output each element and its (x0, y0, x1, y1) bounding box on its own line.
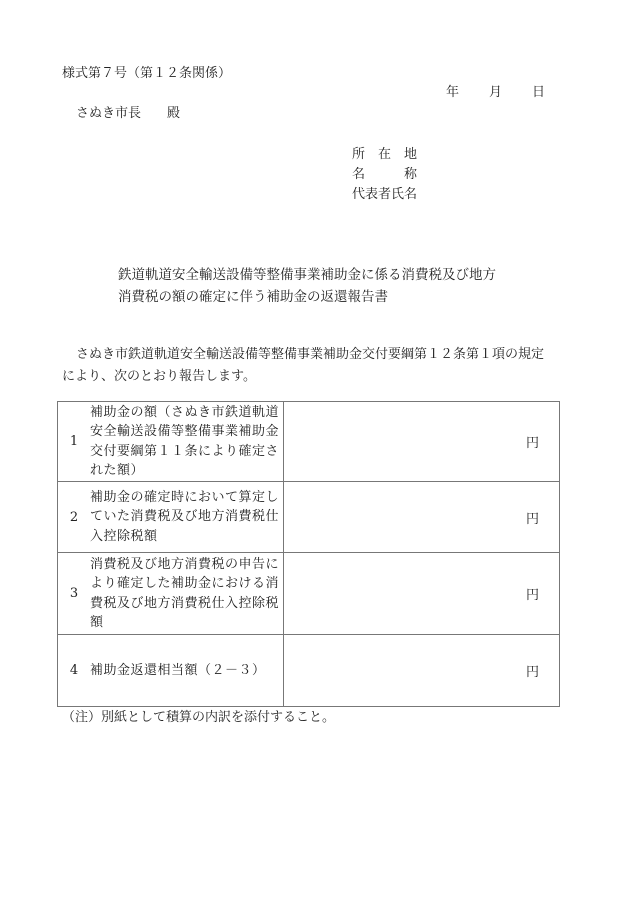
table-row (58, 553, 560, 635)
row-number: 4 (69, 663, 79, 678)
addressee-honorific: 殿 (167, 106, 181, 121)
table-row (58, 635, 560, 707)
note: （注）別紙として積算の内訳を添付すること。 (62, 710, 336, 725)
table-row (58, 482, 560, 553)
label-cell (58, 482, 284, 553)
date-line (446, 86, 545, 99)
date-day: 日 (532, 85, 546, 100)
row-label: 補助金の確定時において算定していた消費税及び地方消費税仕入控除税額 (90, 489, 280, 544)
yen-unit: 円 (525, 588, 539, 603)
amount-field[interactable] (284, 635, 560, 707)
label-cell (58, 553, 284, 635)
address-label: 所 在 地 (352, 147, 418, 162)
addressee (76, 107, 180, 120)
amount-field[interactable] (284, 402, 560, 482)
yen-unit: 円 (525, 511, 539, 527)
label-cell (58, 635, 284, 707)
body-line-1: さぬき市鉄道軌道安全輸送設備等整備事業補助金交付要綱第１２条第１項の規定 (76, 347, 545, 362)
addressee-name: さぬき市長 (76, 106, 142, 121)
yen-unit: 円 (525, 436, 539, 451)
table-row (58, 402, 560, 482)
row-number: 1 (69, 434, 79, 449)
representative-label: 代表者氏名 (352, 187, 418, 202)
date-month: 月 (489, 85, 503, 100)
body-line-2: により、次のとおり報告します。 (62, 369, 256, 384)
row-label: 補助金の額（さぬき市鉄道軌道安全輸送設備等整備事業補助金交付要綱第１１条により確定された額） (90, 404, 280, 478)
title-line-1: 鉄道軌道安全輸送設備等整備事業補助金に係る消費税及び地方 (118, 267, 496, 283)
document-title (118, 264, 496, 308)
row-label: 補助金返還相当額（２－３） (90, 662, 266, 678)
form-number: 様式第７号（第１２条関係） (62, 66, 232, 81)
row-label: 消費税及び地方消費税の申告により確定した補助金における消費税及び地方消費税仕入控除税額 (90, 556, 280, 630)
row-number: 2 (69, 509, 79, 525)
body-paragraph (62, 344, 562, 388)
row-number: 3 (69, 586, 79, 601)
yen-unit: 円 (525, 665, 539, 680)
applicant-block (352, 145, 417, 205)
title-line-2: 消費税の額の確定に伴う補助金の返還報告書 (118, 289, 388, 305)
amount-field[interactable] (284, 482, 560, 553)
report-table (57, 401, 560, 707)
amount-field[interactable] (284, 553, 560, 635)
date-year: 年 (446, 85, 460, 100)
label-cell (58, 402, 284, 482)
name-label: 名 称 (352, 167, 418, 182)
